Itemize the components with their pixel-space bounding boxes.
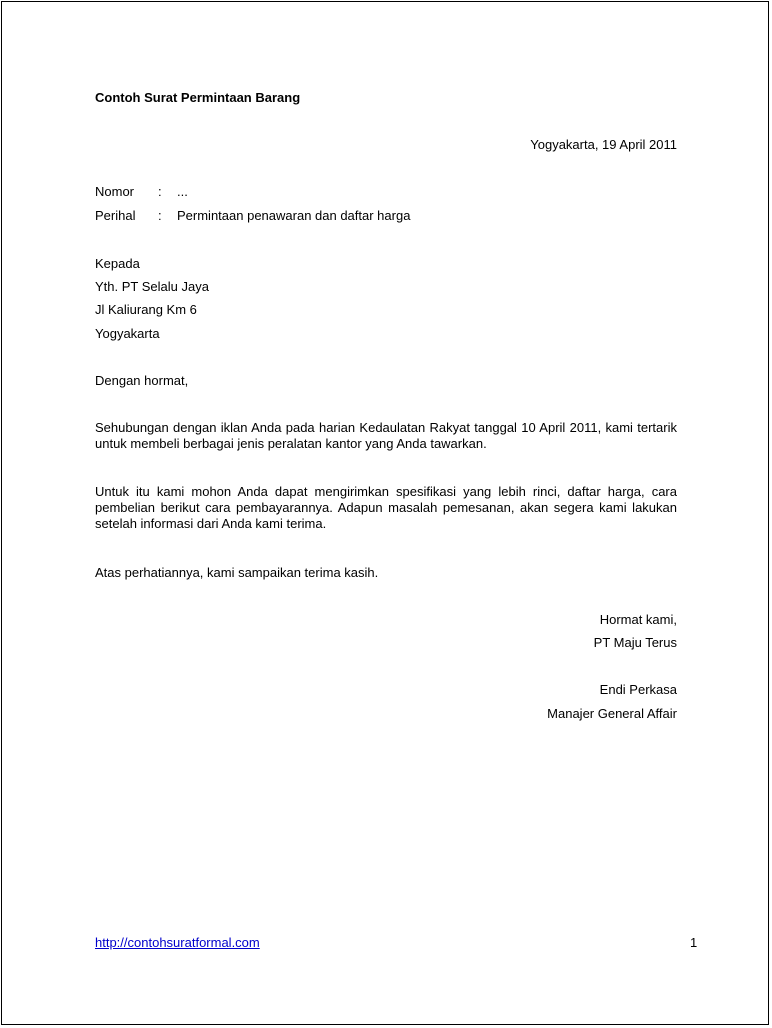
perihal-value: Permintaan penawaran dan daftar harga bbox=[177, 208, 411, 223]
nomor-label: Nomor bbox=[95, 184, 135, 199]
page-number: 1 bbox=[690, 935, 698, 950]
signer-name: Endi Perkasa bbox=[599, 682, 677, 697]
recipient-line: Kepada bbox=[95, 256, 140, 271]
perihal-colon: : bbox=[158, 208, 162, 223]
recipient-line: Jl Kaliurang Km 6 bbox=[95, 302, 197, 317]
body-paragraph: Untuk itu kami mohon Anda dapat mengirimkan spesifikasi yang lebih rinci, daftar harga, cara pembelian berikut cara pembayarannya. Adapun masalah pemesanan, akan segera kami lakukan setelah informasi dari Anda kami terima. bbox=[95, 484, 677, 531]
place-date: Yogyakarta, 19 April 2011 bbox=[530, 137, 677, 152]
recipient-line: Yth. PT Selalu Jaya bbox=[95, 279, 209, 294]
nomor-colon: : bbox=[158, 184, 162, 199]
body-paragraph: Atas perhatiannya, kami sampaikan terima kasih. bbox=[95, 565, 379, 580]
letter-title: Contoh Surat Permintaan Barang bbox=[95, 90, 301, 105]
nomor-value: ... bbox=[177, 184, 188, 199]
closing: Hormat kami, bbox=[599, 612, 677, 627]
footer-link[interactable]: http://contohsuratformal.com bbox=[95, 935, 260, 950]
greeting: Dengan hormat, bbox=[95, 373, 189, 388]
perihal-label: Perihal bbox=[95, 208, 136, 223]
signer-title: Manajer General Affair bbox=[547, 706, 677, 721]
company-name: PT Maju Terus bbox=[593, 635, 677, 650]
recipient-line: Yogyakarta bbox=[95, 326, 160, 341]
body-paragraph: Sehubungan dengan iklan Anda pada harian Kedaulatan Rakyat tanggal 10 April 2011, kami tertarik untuk membeli berbagai jenis peralatan kantor yang Anda tawarkan. bbox=[95, 420, 677, 451]
